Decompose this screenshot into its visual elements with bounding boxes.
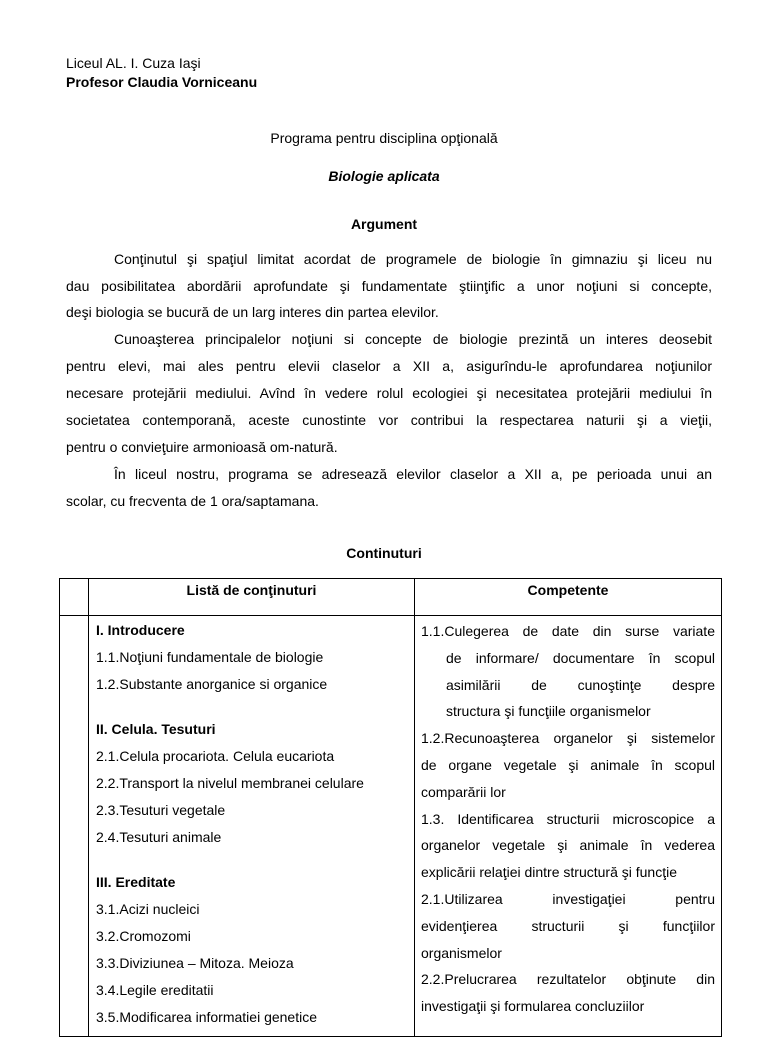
competence-line: 1.2.Recunoaşterea organelor şi sistemelor <box>421 730 715 747</box>
list-item: 2.4.Tesuturi animale <box>96 829 222 845</box>
contents-header-cell <box>89 579 415 616</box>
competences-cell <box>415 616 722 1037</box>
section-title: III. Ereditate <box>96 874 176 890</box>
subject-title: Biologie aplicata <box>328 168 440 184</box>
list-item: 1.1.Noţiuni fundamentale de biologie <box>96 649 324 665</box>
argument-line: societatea contemporană, aceste cunostinte vor contribui la respectarea naturii şi a vieţii, <box>66 412 712 428</box>
list-item: 2.1.Celula procariota. Celula eucariota <box>96 748 335 764</box>
competence-line: comparării lor <box>421 783 506 800</box>
teacher-name: Profesor Claudia Vorniceanu <box>66 74 258 90</box>
competences-column-header: Competente <box>527 582 609 598</box>
list-item: 3.5.Modificarea informatiei genetice <box>96 1009 318 1025</box>
table-header-row <box>60 579 722 616</box>
table-index-cell <box>60 616 89 1037</box>
competence-line: investigaţii şi formularea concluziilor <box>421 998 645 1015</box>
section-title: I. Introducere <box>96 622 185 638</box>
content-heading: Continuturi <box>346 545 422 561</box>
competence-line: asimilării de cunoştinţe despre <box>446 676 715 693</box>
section-gap <box>89 698 414 715</box>
list-item: 2.2.Transport la nivelul membranei celulare <box>96 775 364 791</box>
competence-line: 1.1.Culegerea de date din surse variate <box>421 623 715 639</box>
competences-header-cell <box>415 579 722 616</box>
competence-line: 1.3. Identificarea structurii microscopice a <box>421 810 715 827</box>
program-title: Programa pentru disciplina opţională <box>270 130 498 146</box>
list-item: 2.3.Tesuturi vegetale <box>96 802 226 818</box>
argument-line: deşi biologia se bucură de un larg interes din partea elevilor. <box>66 304 439 320</box>
competence-line: 2.1.Utilizarea investigaţiei pentru <box>421 890 715 907</box>
argument-line: scolar, cu frecventa de 1 ora/saptamana. <box>66 493 319 509</box>
list-item: 3.1.Acizi nucleici <box>96 901 200 917</box>
contents-cell <box>89 616 415 1037</box>
argument-line: În liceul nostru, programa se adresează elevilor claselor a XII a, pe perioada unui an <box>114 466 712 482</box>
argument-line: pentru o convieţuire armonioasă om-natură. <box>66 439 338 455</box>
competence-line: evidenţierea structurii şi funcţiilor <box>421 917 715 934</box>
competence-line: organelor vegetale şi animale în vederea <box>421 837 715 854</box>
competence-line: de organe vegetale şi animale în scopul <box>421 756 715 773</box>
argument-line: necesare protejării mediului. Avînd în vedere rolul ecologiei şi necesitatea protejării mediului în <box>66 385 712 401</box>
section-gap <box>89 851 414 868</box>
competence-line: structura şi funcţiile organismelor <box>446 703 651 720</box>
list-item: 3.4.Legile ereditatii <box>96 982 214 998</box>
table-row <box>60 616 722 1037</box>
list-item: 1.2.Substante anorganice si organice <box>96 676 328 692</box>
competence-line: 2.2.Prelucrarea rezultatelor obţinute din <box>421 971 715 988</box>
contents-column-header: Listă de conţinuturi <box>186 582 317 598</box>
argument-line: Conţinutul şi spaţiul limitat acordat de programele de biologie în gimnaziu şi liceu nu <box>114 251 712 267</box>
competence-line: organismelor <box>421 944 502 961</box>
competence-line: de informare/ documentare în scopul <box>446 649 715 666</box>
argument-line: dau posibilitatea abordării aprofundate şi fundamentate ştiinţific a unor noţiuni si concepte, <box>66 278 712 294</box>
list-item: 3.3.Diviziunea – Mitoza. Meioza <box>96 955 294 971</box>
argument-heading: Argument <box>350 216 418 232</box>
table-index-cell <box>60 579 89 616</box>
argument-line: Cunoaşterea principalelor noţiuni si concepte de biologie prezintă un interes deosebit <box>114 331 712 347</box>
list-item: 3.2.Cromozomi <box>96 928 191 944</box>
school-name: Liceul AL. I. Cuza Iaşi <box>66 55 201 71</box>
content-table <box>59 578 722 1037</box>
competence-line: explicării relaţiei dintre structură şi funcţie <box>421 864 677 881</box>
argument-line: pentru elevi, mai ales pentru elevii claselor a XII a, asigurîndu-le aprofundarea noţiunilor <box>66 358 712 374</box>
section-title: II. Celula. Tesuturi <box>96 721 216 737</box>
